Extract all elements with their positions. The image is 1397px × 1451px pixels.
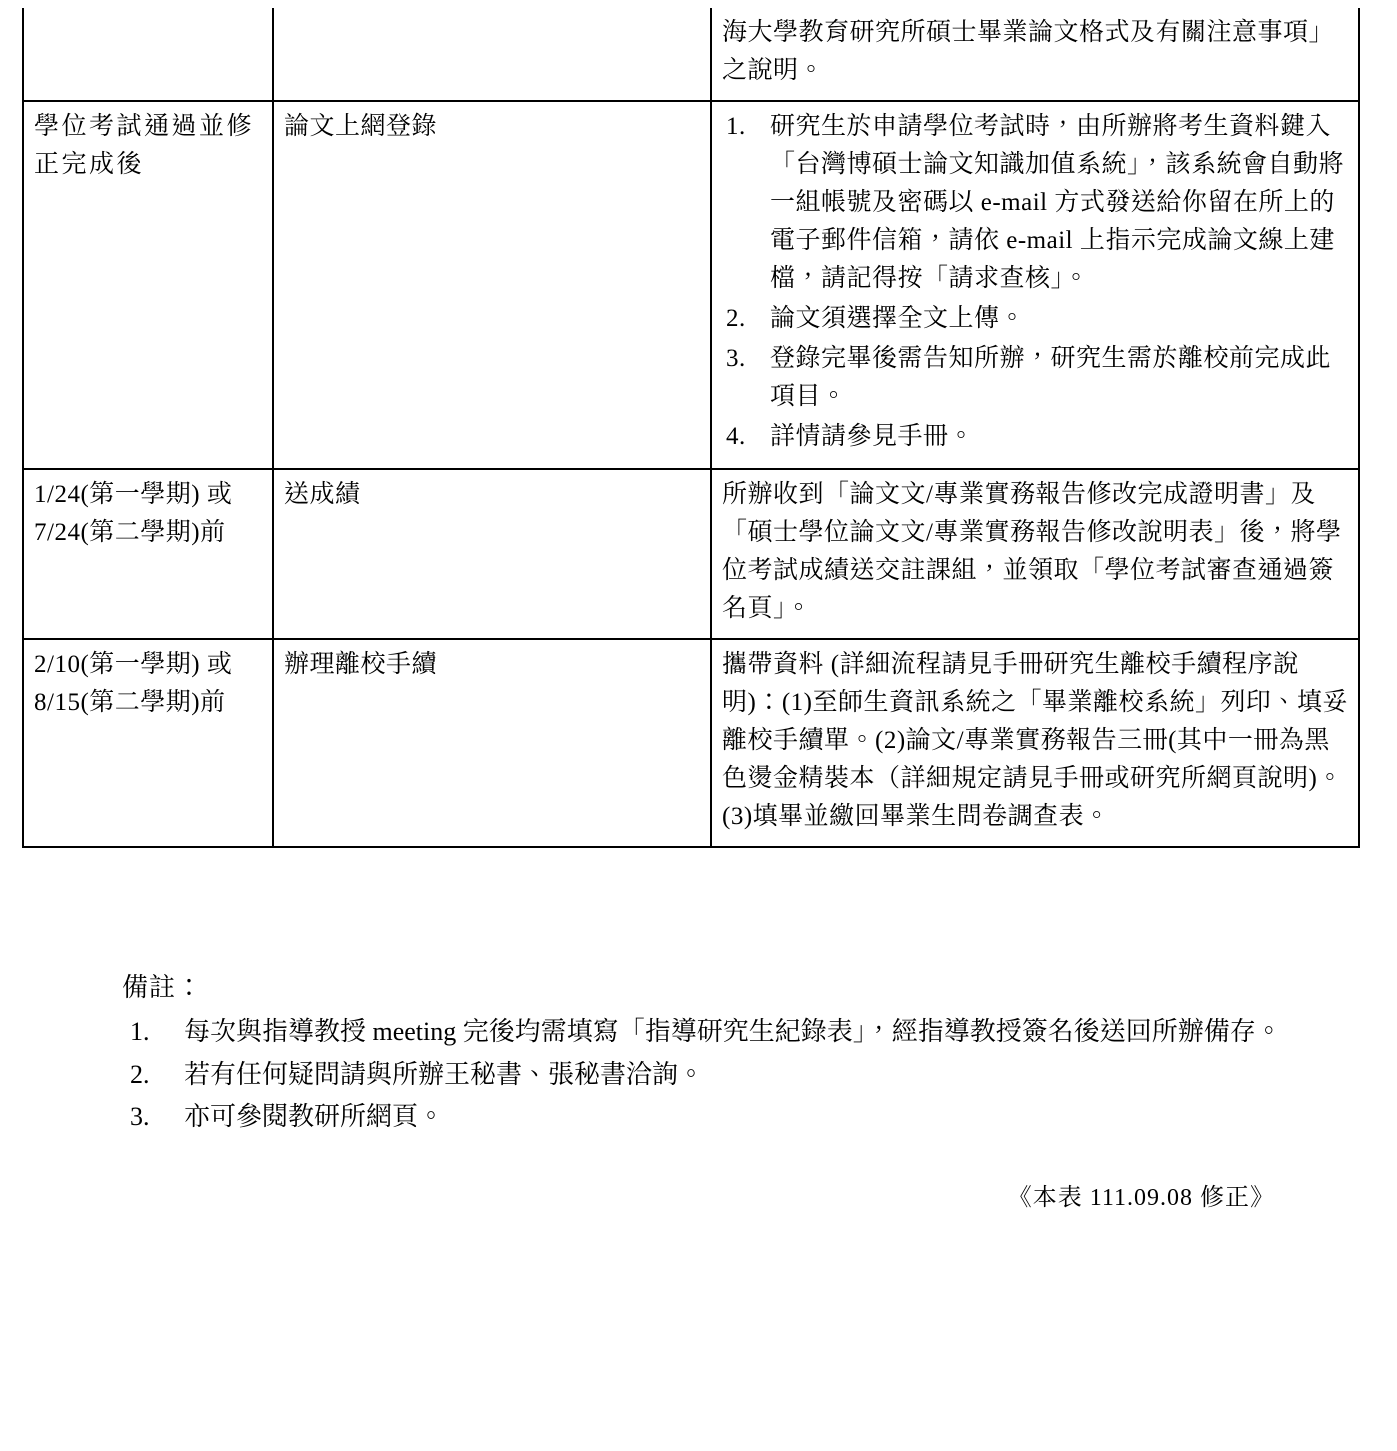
row-desc-list: [722, 108, 1348, 456]
row-time-text: 2/10(第一學期) 或 8/15(第二學期)前: [34, 651, 233, 716]
table-row: [23, 639, 1359, 847]
row-time-cell: [23, 469, 273, 639]
row-desc-paragraph: 所辦收到「論文文/專業實務報告修改完成證明書」及「碩士學位論文文/專業實務報告修改說明表」後，將學位考試成績送交註課組，並領取「學位考試審查通過簽名頁」。: [722, 481, 1342, 622]
table-row: [23, 101, 1359, 469]
notes-list: [122, 1012, 1375, 1137]
row-item-text: 辦理離校手續: [284, 651, 438, 678]
notes-title: 備註：: [122, 973, 204, 1002]
table-row: [23, 8, 1359, 101]
row-item-cell: [273, 469, 711, 639]
row-desc-cell: [711, 639, 1359, 847]
row-desc-paragraph: 海大學教育研究所碩士畢業論文格式及有關注意事項」之說明。: [722, 19, 1335, 84]
row-time-cell: [23, 639, 273, 847]
row-item-cell: [273, 8, 711, 101]
row-time-text: 學位考試通過並修正完成後: [34, 113, 255, 178]
row-desc-paragraph: 攜帶資料 (詳細流程請見手冊研究生離校手續程序說明)：(1)至師生資訊系統之「畢業離校系統」列印、填妥離校手續單。(2)論文/專業實務報告三冊(其中一冊為黑色燙金精裝本（詳細規定請見手冊或研究所網頁說明)。: [722, 651, 1348, 792]
list-item: 論文須選擇全文上傳。: [770, 305, 1026, 332]
graduation-schedule-table: [22, 8, 1360, 848]
row-time-text: 1/24(第一學期) 或 7/24(第二學期)前: [34, 481, 233, 546]
row-item-cell: [273, 101, 711, 469]
table-row: [23, 469, 1359, 639]
row-desc-cell: [711, 8, 1359, 101]
row-time-cell: [23, 101, 273, 469]
row-desc-paragraph: (3)填畢並繳回畢業生問卷調查表。: [722, 803, 1110, 830]
list-item: 登錄完畢後需告知所辦，研究生需於離校前完成此項目。: [770, 345, 1332, 410]
row-item-text: 送成績: [284, 481, 361, 508]
notes-section: [22, 968, 1375, 1137]
row-desc-cell: [711, 101, 1359, 469]
list-item: 研究生於申請學位考試時，由所辦將考生資料鍵入「台灣博碩士論文知識加值系統」，該系統會自動將一組帳號及密碼以 e-mail 方式發送給你留在所上的電子郵件信箱，請依 e-mail 上指示完成論文線上建檔，請記得按「請求查核」。: [770, 113, 1345, 292]
row-desc-cell: [711, 469, 1359, 639]
list-item: 亦可參閱教研所網頁。: [184, 1101, 445, 1131]
row-item-text: 論文上網登錄: [284, 113, 438, 140]
list-item: 若有任何疑問請與所辦王秘書、張秘書洽詢。: [184, 1059, 705, 1089]
row-item-cell: [273, 639, 711, 847]
list-item: 詳情請參見手冊。: [770, 423, 975, 450]
revision-note: 《本表 111.09.08 修正》: [1007, 1185, 1275, 1212]
row-time-cell: [23, 8, 273, 101]
list-item: 每次與指導教授 meeting 完後均需填寫「指導研究生紀錄表」，經指導教授簽名後送回所辦備存。: [184, 1017, 1282, 1047]
